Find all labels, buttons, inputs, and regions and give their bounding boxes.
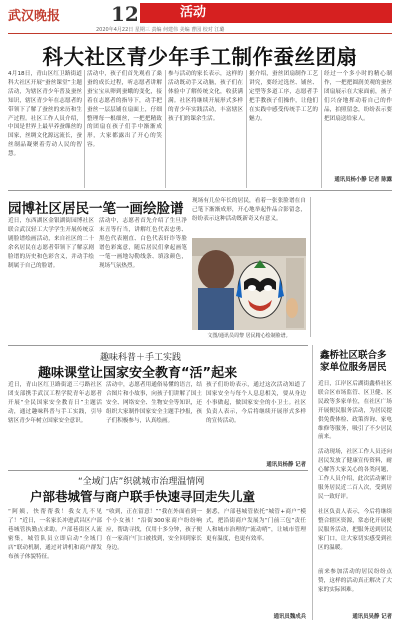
lead-paragraph: 经过一个多小时的精心制作，一把把圆润美观的蚕丝团扇展示在大家面前，孩子们兴奋地挥动着自己的作品，拍照留念，纷纷表示要把团扇送给家人。 (324, 71, 392, 122)
story3-headline: 趣味课堂让国家安全教育“活”起来 (38, 366, 238, 381)
dateline: 2020年4月22日 星期三 责编 何建伟 美编 曹园 校对 江璐 (96, 27, 225, 33)
masthead-rule (8, 33, 392, 34)
story5-headline: 鑫桥社区联合多家单位服务居民 (320, 350, 387, 373)
lead-headline: 科大社区青少年手工制作蚕丝团扇 (42, 45, 358, 69)
story5-paragraph: 近日，江岸区后湖街鑫桥社区联合区市场监管、区卫健、区民政等多家单位，在社区广场开展便民服务活动，为居民提供免费体检、政策咨询、家电维修等服务，吸引了不少居民前来。 (318, 381, 392, 441)
face-painting-photo-illustration (192, 238, 306, 330)
section-title: 活动 (180, 5, 207, 20)
section-divider (8, 345, 308, 346)
story2-photo (192, 238, 306, 330)
page-number: 12 (111, 2, 139, 26)
story4-paragraph: “收到，正在留意！”“我在外面看到一个小女孩！”沿街300家商户纷纷响应，帮助寻找，仅用十多分钟，孩子便在一家商户门口被找到，安全回到家长身边。 (106, 509, 202, 551)
story4-headline: 户部巷城管与商户联手快速寻回走失儿童 (30, 489, 256, 504)
section-banner (140, 3, 392, 23)
story4-deck: “全域门店”织就城市治理温情网 (78, 477, 205, 487)
column-divider (165, 70, 166, 188)
lead-paragraph: 据介绍，蚕丝团扇制作工艺讲究，要经过选丝、铺丝、定型等多道工序，志愿者手把手教孩子们操作，让他们在实践中感受传统手工艺的魅力。 (249, 71, 318, 122)
story3-paragraph: 孩子们纷纷表示，通过这次活动知道了国家安全与每个人息息相关，要从身边小事做起，做国家安全的小卫士。社区负责人表示，今后将继续开展形式多样的宣传活动。 (206, 382, 306, 424)
section-divider (8, 470, 308, 471)
newspaper-name: 武汉晚报 (8, 9, 61, 24)
story2-headline: 园博社区居民一笔一画绘脸谱 (8, 201, 184, 217)
story3-byline: 通讯员杨静 记者 (266, 462, 306, 468)
story3-paragraph: 活动中，志愿者用通俗易懂的语言，结合图片和小故事，向孩子们讲解了国土安全、网络安全、生物安全等知识，还组织大家制作国家安全主题手抄报，孩子们积极参与，认真绘画。 (106, 382, 202, 424)
column-divider (321, 70, 322, 188)
story2-paragraph: 现场有几位年长的居民，看着一张张脸谱在自己笔下渐渐成形，开心地举起作品合影留念，纷纷表示这种活动既新奇又有意义。 (192, 198, 306, 222)
column-divider (246, 70, 247, 188)
story5-paragraph: 社区负责人表示，今后将继续整合辖区资源，常态化开展便民服务活动，把服务送到居民家门口，让大家切实感受到社区的温暖。 (318, 509, 392, 551)
story4-paragraph: “阿姨，快帮帮我！我女儿不见了！”近日，一名家长冲进武昌区户部巷城管执勤点求助。户部巷街区人流密集，城管队员立即启动“全域门店”联动机制，通过对讲机和商户群发布孩子体貌特征。 (8, 509, 102, 560)
column-divider (84, 70, 85, 188)
lead-paragraph: 4月18日，青山区红卫路街道科大社区开展“蚕丝课堂”主题活动，为辖区青少年普及蚕丝知识，辖区青少年在志愿者的带领下了解了蚕丝的来历和生产过程。社区工作人员介绍，中国是世界上最早养蚕缫丝的国家，丝绸文化源远流长，蚕丝制品凝聚着劳动人民的智慧。 (8, 71, 82, 158)
column-divider (312, 345, 313, 620)
story3-deck: 趣味科普＋手工实践 (100, 353, 182, 363)
column-divider (310, 197, 311, 337)
lead-paragraph: 参与活动的家长表示，这样的活动既动手又动脑，孩子们在体验中了解传统文化，收获满满。社区将继续开展形式多样的青少年实践活动，丰富辖区孩子们的课余生活。 (168, 71, 243, 122)
story2-paragraph: 近日，东西湖区金银湖街园博社区联合武汉轻工大学学生开展传统京剧脸谱绘画活动，来自社区的二十余名居民在志愿者带领下了解京剧脸谱的历史和色彩含义，并动手绘制属于自己的脸谱。 (8, 218, 94, 269)
photo-caption: 文图/通讯员周黎 居民精心绘制脸谱。 (207, 333, 291, 339)
lead-paragraph: 活动中，孩子们首先观看了桑蚕的成长过程，听志愿者讲解蚕宝宝从卵到蚕蛾的变化，接着在志愿者的指导下，动手把蚕丝一层层铺在扇面上，仔细整理每一根细丝，一把把精致的团扇在孩子们手中渐渐成形，大家都露出了开心的笑容。 (87, 71, 162, 149)
story5-paragraph: 活动现场，社区工作人员还向居民发放了健康宣传资料，耐心解答大家关心的各类问题，工作人员介绍，此次活动累计服务居民近二百人次，受到居民一致好评。 (318, 449, 392, 500)
lead-byline: 通讯员杨小静 记者 陈露 (334, 177, 392, 183)
story5-byline: 通讯员吴静 记者 (352, 614, 392, 620)
story5-paragraph: 前来参加活动的居民纷纷点赞，这样的活动真正解决了大家的实际困难。 (318, 569, 392, 593)
masthead (0, 0, 400, 34)
story4-byline: 通讯员魏成兵 (273, 614, 306, 620)
section-divider (8, 190, 392, 191)
story2-paragraph: 活动中，志愿者首先介绍了生旦净末丑等行当，讲解红色代表忠勇、黑色代表刚直、白色代表奸诈等脸谱色彩寓意，随后居民们拿起画笔一笔一画地勾勒线条、填涂颜色，现场气氛热烈。 (99, 218, 187, 269)
story3-paragraph: 近日，青山区红卫路街道三弓路社区团支部携手武汉工程学院青年志愿者开展“全民国家安全教育日”主题活动，通过趣味科普与手工实践，引导辖区青少年树立国家安全意识。 (8, 382, 102, 424)
story4-paragraph: 据悉，户部巷城管依托“城管+商户”模式，把沿街商户发展为“门前三包”责任人和城市治理的“流动哨”，让城市管理更有温度，也更有效率。 (206, 509, 306, 542)
